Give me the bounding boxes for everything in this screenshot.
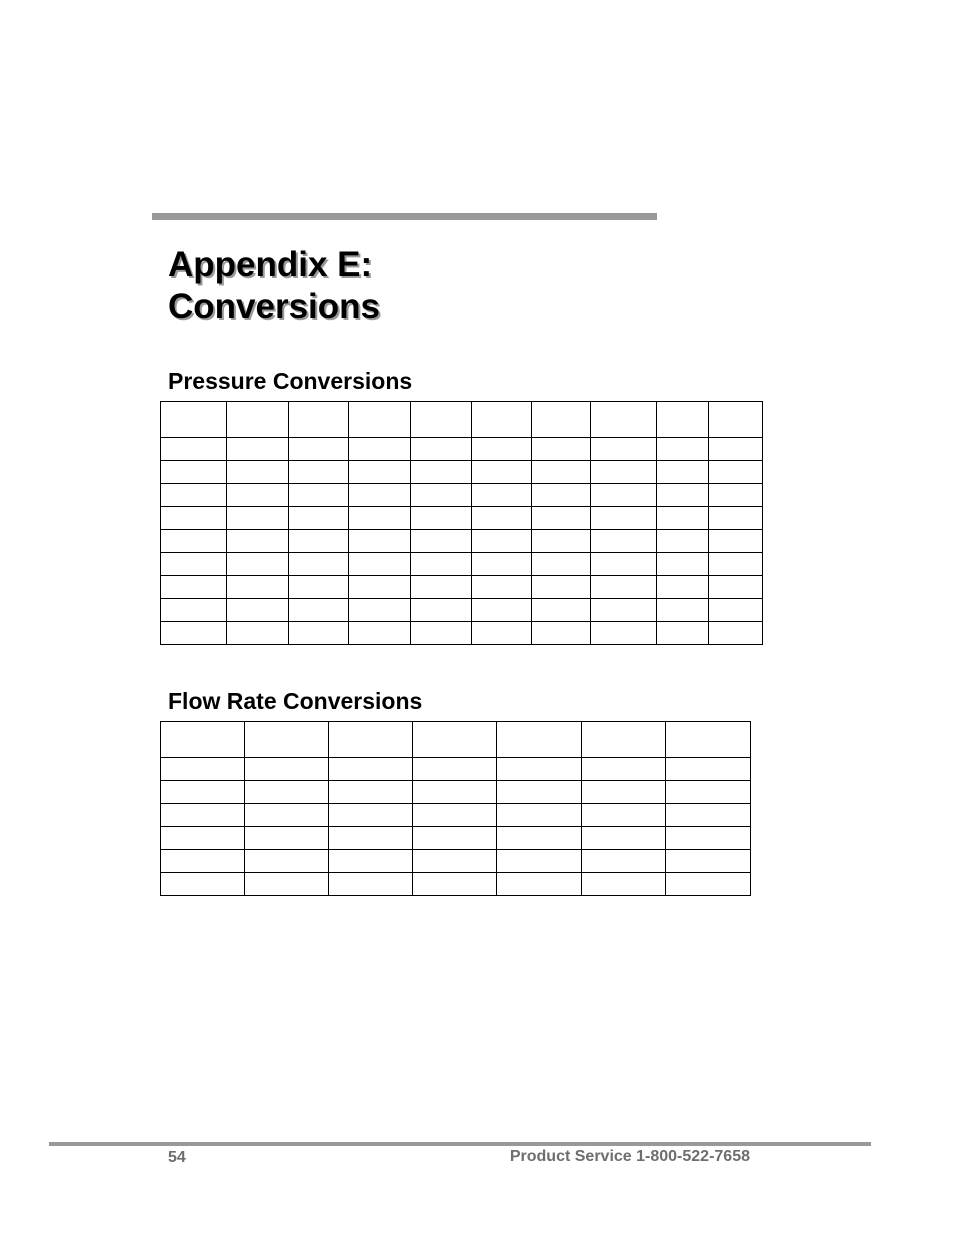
table-cell (349, 530, 411, 553)
table-cell (709, 622, 763, 645)
table-cell (329, 827, 413, 850)
table-cell (227, 402, 289, 438)
table-cell (289, 530, 349, 553)
table-cell (497, 873, 582, 896)
table-cell (161, 850, 245, 873)
page-title-line-2: Conversions (168, 287, 380, 326)
table-cell (666, 781, 751, 804)
table-cell (289, 553, 349, 576)
table-cell (289, 507, 349, 530)
table-cell (245, 827, 329, 850)
table-cell (582, 827, 666, 850)
table-cell (227, 576, 289, 599)
table-cell (349, 599, 411, 622)
table-cell (161, 507, 227, 530)
page-title (168, 244, 380, 328)
table-cell (227, 553, 289, 576)
table-cell (411, 599, 472, 622)
table-cell (666, 758, 751, 781)
table-row (161, 461, 763, 484)
table-cell (666, 804, 751, 827)
table-cell (591, 507, 657, 530)
table-cell (227, 507, 289, 530)
table-cell (289, 599, 349, 622)
table-cell (411, 461, 472, 484)
table-cell (666, 873, 751, 896)
table-cell (582, 758, 666, 781)
table-row (161, 781, 751, 804)
table-cell (227, 622, 289, 645)
table-cell (411, 507, 472, 530)
table-cell (532, 484, 591, 507)
table-cell (289, 402, 349, 438)
table-cell (582, 722, 666, 758)
table-cell (329, 804, 413, 827)
table-cell (289, 622, 349, 645)
table-cell (532, 622, 591, 645)
table-row (161, 576, 763, 599)
table-cell (472, 438, 532, 461)
table-cell (245, 758, 329, 781)
table-cell (472, 622, 532, 645)
table-cell (329, 850, 413, 873)
table-cell (532, 553, 591, 576)
product-service-phone: Product Service 1-800-522-7658 (509, 1148, 750, 1165)
table-cell (657, 576, 709, 599)
table-cell (161, 758, 245, 781)
table-cell (709, 461, 763, 484)
flow-rate-conversions-heading: Flow Rate Conversions (168, 688, 423, 714)
table-row (161, 484, 763, 507)
table-cell (289, 461, 349, 484)
table-cell (411, 484, 472, 507)
table-row (161, 873, 751, 896)
table-cell (591, 576, 657, 599)
table-cell (329, 758, 413, 781)
table-cell (245, 804, 329, 827)
table-cell (591, 599, 657, 622)
table-cell (411, 553, 472, 576)
table-cell (329, 722, 413, 758)
table-cell (709, 553, 763, 576)
table-cell (582, 873, 666, 896)
table-cell (666, 827, 751, 850)
table-cell (472, 553, 532, 576)
table-cell (161, 484, 227, 507)
table-cell (413, 722, 497, 758)
table-cell (709, 576, 763, 599)
table-cell (591, 438, 657, 461)
table-cell (161, 781, 245, 804)
table-cell (161, 622, 227, 645)
table-cell (497, 804, 582, 827)
table-cell (497, 827, 582, 850)
table-row (161, 804, 751, 827)
table-cell (532, 461, 591, 484)
table-cell (591, 461, 657, 484)
table-cell (161, 438, 227, 461)
table-cell (591, 402, 657, 438)
table-cell (245, 722, 329, 758)
table-cell (161, 722, 245, 758)
table-cell (289, 576, 349, 599)
table-cell (497, 850, 582, 873)
table-cell (245, 850, 329, 873)
table-cell (411, 438, 472, 461)
table-cell (411, 402, 472, 438)
table-cell (532, 438, 591, 461)
table-cell (329, 873, 413, 896)
page-number: 54 (168, 1149, 186, 1166)
table-cell (227, 530, 289, 553)
table-cell (161, 873, 245, 896)
table-cell (227, 599, 289, 622)
table-cell (709, 599, 763, 622)
table-cell (591, 530, 657, 553)
table-cell (657, 438, 709, 461)
table-cell (349, 402, 411, 438)
table-cell (349, 484, 411, 507)
table-row (161, 553, 763, 576)
table-cell (709, 438, 763, 461)
table-cell (709, 530, 763, 553)
top-divider-rule (152, 213, 657, 220)
table-cell (413, 781, 497, 804)
table-cell (532, 599, 591, 622)
table-cell (657, 599, 709, 622)
table-cell (591, 484, 657, 507)
table-cell (582, 804, 666, 827)
table-cell (582, 850, 666, 873)
table-row (161, 827, 751, 850)
table-cell (532, 402, 591, 438)
table-cell (497, 781, 582, 804)
table-cell (413, 758, 497, 781)
pressure-header-row (161, 402, 763, 438)
table-cell (657, 484, 709, 507)
table-cell (161, 804, 245, 827)
table-row (161, 850, 751, 873)
table-cell (472, 461, 532, 484)
table-cell (657, 461, 709, 484)
table-cell (472, 576, 532, 599)
table-cell (472, 402, 532, 438)
table-cell (532, 530, 591, 553)
table-cell (161, 530, 227, 553)
table-cell (591, 622, 657, 645)
table-row (161, 758, 751, 781)
table-cell (349, 461, 411, 484)
pressure-conversions-table (160, 401, 763, 645)
table-cell (227, 461, 289, 484)
table-cell (245, 873, 329, 896)
table-cell (532, 507, 591, 530)
table-cell (349, 553, 411, 576)
table-cell (472, 599, 532, 622)
table-cell (497, 722, 582, 758)
table-cell (227, 438, 289, 461)
table-cell (349, 576, 411, 599)
table-cell (666, 850, 751, 873)
table-cell (709, 484, 763, 507)
table-cell (582, 781, 666, 804)
table-cell (472, 484, 532, 507)
footer-divider-rule (49, 1142, 871, 1146)
table-cell (161, 599, 227, 622)
table-cell (349, 438, 411, 461)
flow-rate-conversions-table (160, 721, 751, 896)
table-row (161, 438, 763, 461)
table-cell (161, 827, 245, 850)
table-cell (349, 622, 411, 645)
table-cell (709, 507, 763, 530)
table-cell (413, 827, 497, 850)
table-cell (472, 507, 532, 530)
table-cell (657, 507, 709, 530)
table-cell (657, 530, 709, 553)
table-cell (532, 576, 591, 599)
table-cell (411, 576, 472, 599)
table-cell (657, 622, 709, 645)
table-cell (411, 622, 472, 645)
pressure-conversions-heading: Pressure Conversions (168, 368, 413, 394)
table-cell (161, 576, 227, 599)
table-row (161, 530, 763, 553)
table-cell (245, 781, 329, 804)
table-row (161, 622, 763, 645)
table-cell (227, 484, 289, 507)
table-cell (413, 873, 497, 896)
flow-header-row (161, 722, 751, 758)
table-cell (329, 781, 413, 804)
table-cell (411, 530, 472, 553)
table-cell (497, 758, 582, 781)
table-cell (657, 402, 709, 438)
table-cell (472, 530, 532, 553)
table-row (161, 599, 763, 622)
table-cell (591, 553, 657, 576)
table-cell (161, 461, 227, 484)
page-title-line-1: Appendix E: (168, 245, 373, 284)
table-cell (413, 850, 497, 873)
table-cell (413, 804, 497, 827)
table-cell (161, 553, 227, 576)
table-cell (709, 402, 763, 438)
table-cell (289, 438, 349, 461)
table-cell (161, 402, 227, 438)
table-cell (657, 553, 709, 576)
table-row (161, 507, 763, 530)
table-cell (666, 722, 751, 758)
table-cell (349, 507, 411, 530)
table-cell (289, 484, 349, 507)
